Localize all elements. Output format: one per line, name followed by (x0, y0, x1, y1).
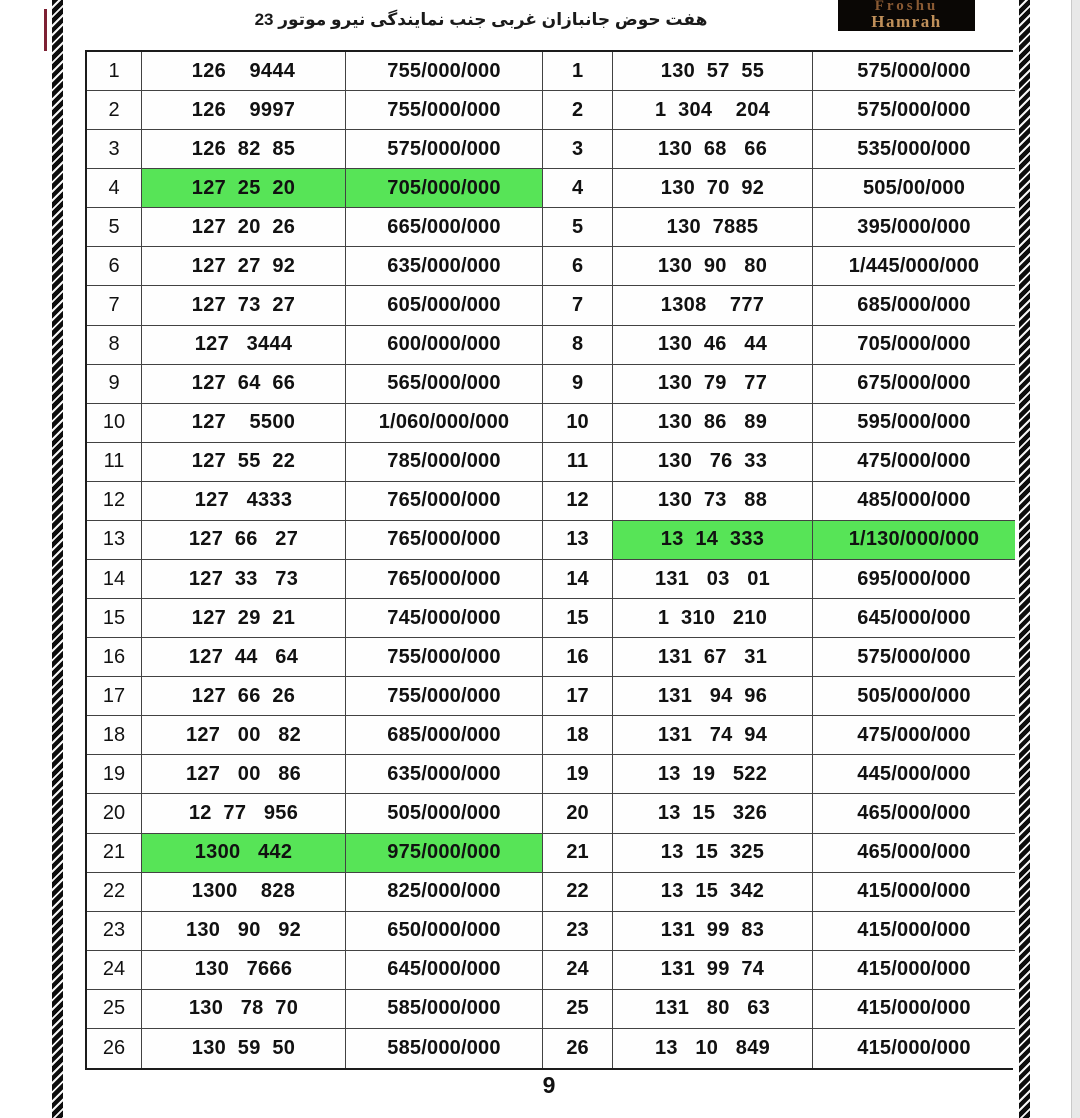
phone-number: 131 03 01 (613, 560, 813, 599)
row-index-right: 19 (543, 755, 613, 794)
phone-number: 131 74 94 (613, 716, 813, 755)
price: 705/000/000 (346, 169, 543, 208)
phone-number: 130 78 70 (142, 990, 346, 1029)
price: 765/000/000 (346, 560, 543, 599)
price: 650/000/000 (346, 912, 543, 951)
phone-number: 130 59 50 (142, 1029, 346, 1068)
price: 575/000/000 (813, 52, 1015, 91)
phone-number: 131 67 31 (613, 638, 813, 677)
price: 1/130/000/000 (813, 521, 1015, 560)
phone-number: 13 15 326 (613, 794, 813, 833)
phone-number: 13 10 849 (613, 1029, 813, 1068)
price: 585/000/000 (346, 1029, 543, 1068)
phone-number: 1300 442 (142, 834, 346, 873)
row-index-left: 12 (87, 482, 142, 521)
row-index-left: 20 (87, 794, 142, 833)
price: 445/000/000 (813, 755, 1015, 794)
phone-number: 131 94 96 (613, 677, 813, 716)
price: 645/000/000 (346, 951, 543, 990)
row-index-right: 21 (543, 834, 613, 873)
row-index-left: 2 (87, 91, 142, 130)
phone-number: 12 77 956 (142, 794, 346, 833)
row-index-right: 3 (543, 130, 613, 169)
row-index-left: 17 (87, 677, 142, 716)
price: 765/000/000 (346, 482, 543, 521)
hazard-stripe-left (52, 0, 63, 1118)
phone-number: 130 86 89 (613, 404, 813, 443)
row-index-left: 8 (87, 326, 142, 365)
row-index-right: 11 (543, 443, 613, 482)
price: 415/000/000 (813, 1029, 1015, 1068)
phone-number: 1 310 210 (613, 599, 813, 638)
phone-number: 130 7885 (613, 208, 813, 247)
phone-number: 13 14 333 (613, 521, 813, 560)
price: 505/000/000 (346, 794, 543, 833)
phone-number: 13 19 522 (613, 755, 813, 794)
phone-number: 13 15 342 (613, 873, 813, 912)
price: 665/000/000 (346, 208, 543, 247)
row-index-right: 25 (543, 990, 613, 1029)
phone-number: 130 57 55 (613, 52, 813, 91)
margin-mark (44, 9, 47, 51)
page-title: هفت حوض جانبازان غربی جنب نمایندگی نیرو موتور 23 (254, 10, 708, 29)
phone-number: 130 7666 (142, 951, 346, 990)
phone-number: 127 55 22 (142, 443, 346, 482)
price: 695/000/000 (813, 560, 1015, 599)
price: 755/000/000 (346, 91, 543, 130)
price: 675/000/000 (813, 365, 1015, 404)
row-index-right: 24 (543, 951, 613, 990)
row-index-left: 9 (87, 365, 142, 404)
row-index-right: 7 (543, 286, 613, 325)
price: 465/000/000 (813, 794, 1015, 833)
row-index-left: 23 (87, 912, 142, 951)
phone-number: 127 5500 (142, 404, 346, 443)
phone-number: 126 9444 (142, 52, 346, 91)
row-index-left: 15 (87, 599, 142, 638)
phone-number: 127 3444 (142, 326, 346, 365)
price: 755/000/000 (346, 677, 543, 716)
price: 415/000/000 (813, 873, 1015, 912)
row-index-right: 15 (543, 599, 613, 638)
phone-number: 127 4333 (142, 482, 346, 521)
row-index-right: 12 (543, 482, 613, 521)
row-index-left: 7 (87, 286, 142, 325)
row-index-left: 6 (87, 247, 142, 286)
price-table (85, 50, 1013, 1070)
phone-number: 126 9997 (142, 91, 346, 130)
phone-number: 130 73 88 (613, 482, 813, 521)
price: 475/000/000 (813, 443, 1015, 482)
phone-number: 127 33 73 (142, 560, 346, 599)
phone-number: 130 79 77 (613, 365, 813, 404)
price: 765/000/000 (346, 521, 543, 560)
phone-number: 131 99 74 (613, 951, 813, 990)
row-index-left: 5 (87, 208, 142, 247)
price: 755/000/000 (346, 52, 543, 91)
row-index-left: 14 (87, 560, 142, 599)
price: 505/00/000 (813, 169, 1015, 208)
price: 475/000/000 (813, 716, 1015, 755)
row-index-right: 16 (543, 638, 613, 677)
price: 485/000/000 (813, 482, 1015, 521)
row-index-right: 6 (543, 247, 613, 286)
phone-number: 131 99 83 (613, 912, 813, 951)
price: 415/000/000 (813, 951, 1015, 990)
phone-number: 130 76 33 (613, 443, 813, 482)
phone-number: 127 64 66 (142, 365, 346, 404)
phone-number: 127 25 20 (142, 169, 346, 208)
price: 535/000/000 (813, 130, 1015, 169)
row-index-right: 23 (543, 912, 613, 951)
phone-number: 130 46 44 (613, 326, 813, 365)
phone-number: 126 82 85 (142, 130, 346, 169)
price: 575/000/000 (813, 638, 1015, 677)
row-index-right: 8 (543, 326, 613, 365)
phone-number: 1 304 204 (613, 91, 813, 130)
phone-number: 130 90 92 (142, 912, 346, 951)
phone-number: 1308 777 (613, 286, 813, 325)
price: 745/000/000 (346, 599, 543, 638)
phone-number: 127 29 21 (142, 599, 346, 638)
row-index-right: 4 (543, 169, 613, 208)
price: 605/000/000 (346, 286, 543, 325)
price: 635/000/000 (346, 247, 543, 286)
price: 600/000/000 (346, 326, 543, 365)
price: 975/000/000 (346, 834, 543, 873)
row-index-left: 11 (87, 443, 142, 482)
page-number: 9 (542, 1072, 556, 1098)
row-index-right: 20 (543, 794, 613, 833)
row-index-right: 1 (543, 52, 613, 91)
price: 415/000/000 (813, 912, 1015, 951)
phone-number: 1300 828 (142, 873, 346, 912)
phone-number: 130 90 80 (613, 247, 813, 286)
phone-number: 127 27 92 (142, 247, 346, 286)
phone-number: 130 68 66 (613, 130, 813, 169)
price: 585/000/000 (346, 990, 543, 1029)
price: 415/000/000 (813, 990, 1015, 1029)
row-index-left: 13 (87, 521, 142, 560)
row-index-left: 19 (87, 755, 142, 794)
row-index-right: 17 (543, 677, 613, 716)
phone-number: 127 66 26 (142, 677, 346, 716)
price: 825/000/000 (346, 873, 543, 912)
price: 635/000/000 (346, 755, 543, 794)
price: 645/000/000 (813, 599, 1015, 638)
price: 505/000/000 (813, 677, 1015, 716)
phone-number: 130 70 92 (613, 169, 813, 208)
row-index-right: 5 (543, 208, 613, 247)
row-index-right: 14 (543, 560, 613, 599)
page-right-edge (1071, 0, 1080, 1118)
hazard-stripe-right (1019, 0, 1030, 1118)
price: 575/000/000 (346, 130, 543, 169)
phone-number: 127 66 27 (142, 521, 346, 560)
price: 1/445/000/000 (813, 247, 1015, 286)
row-index-right: 22 (543, 873, 613, 912)
row-index-left: 3 (87, 130, 142, 169)
price: 755/000/000 (346, 638, 543, 677)
phone-number: 127 00 82 (142, 716, 346, 755)
row-index-left: 26 (87, 1029, 142, 1068)
phone-number: 127 20 26 (142, 208, 346, 247)
row-index-left: 10 (87, 404, 142, 443)
phone-number: 13 15 325 (613, 834, 813, 873)
brand-logo-line1: Froshu (874, 0, 939, 14)
price: 595/000/000 (813, 404, 1015, 443)
row-index-right: 2 (543, 91, 613, 130)
price: 575/000/000 (813, 91, 1015, 130)
row-index-right: 9 (543, 365, 613, 404)
brand-logo-line2: Hamrah (871, 12, 942, 31)
price: 705/000/000 (813, 326, 1015, 365)
price: 465/000/000 (813, 834, 1015, 873)
row-index-right: 18 (543, 716, 613, 755)
price: 785/000/000 (346, 443, 543, 482)
phone-number: 127 44 64 (142, 638, 346, 677)
row-index-left: 21 (87, 834, 142, 873)
phone-number: 127 73 27 (142, 286, 346, 325)
row-index-right: 26 (543, 1029, 613, 1068)
row-index-left: 4 (87, 169, 142, 208)
price: 395/000/000 (813, 208, 1015, 247)
row-index-left: 16 (87, 638, 142, 677)
row-index-right: 13 (543, 521, 613, 560)
row-index-left: 24 (87, 951, 142, 990)
row-index-right: 10 (543, 404, 613, 443)
price: 685/000/000 (813, 286, 1015, 325)
phone-number: 127 00 86 (142, 755, 346, 794)
price: 685/000/000 (346, 716, 543, 755)
row-index-left: 18 (87, 716, 142, 755)
phone-number: 131 80 63 (613, 990, 813, 1029)
brand-logo (838, 0, 975, 31)
row-index-left: 22 (87, 873, 142, 912)
row-index-left: 1 (87, 52, 142, 91)
row-index-left: 25 (87, 990, 142, 1029)
price: 1/060/000/000 (346, 404, 543, 443)
price: 565/000/000 (346, 365, 543, 404)
